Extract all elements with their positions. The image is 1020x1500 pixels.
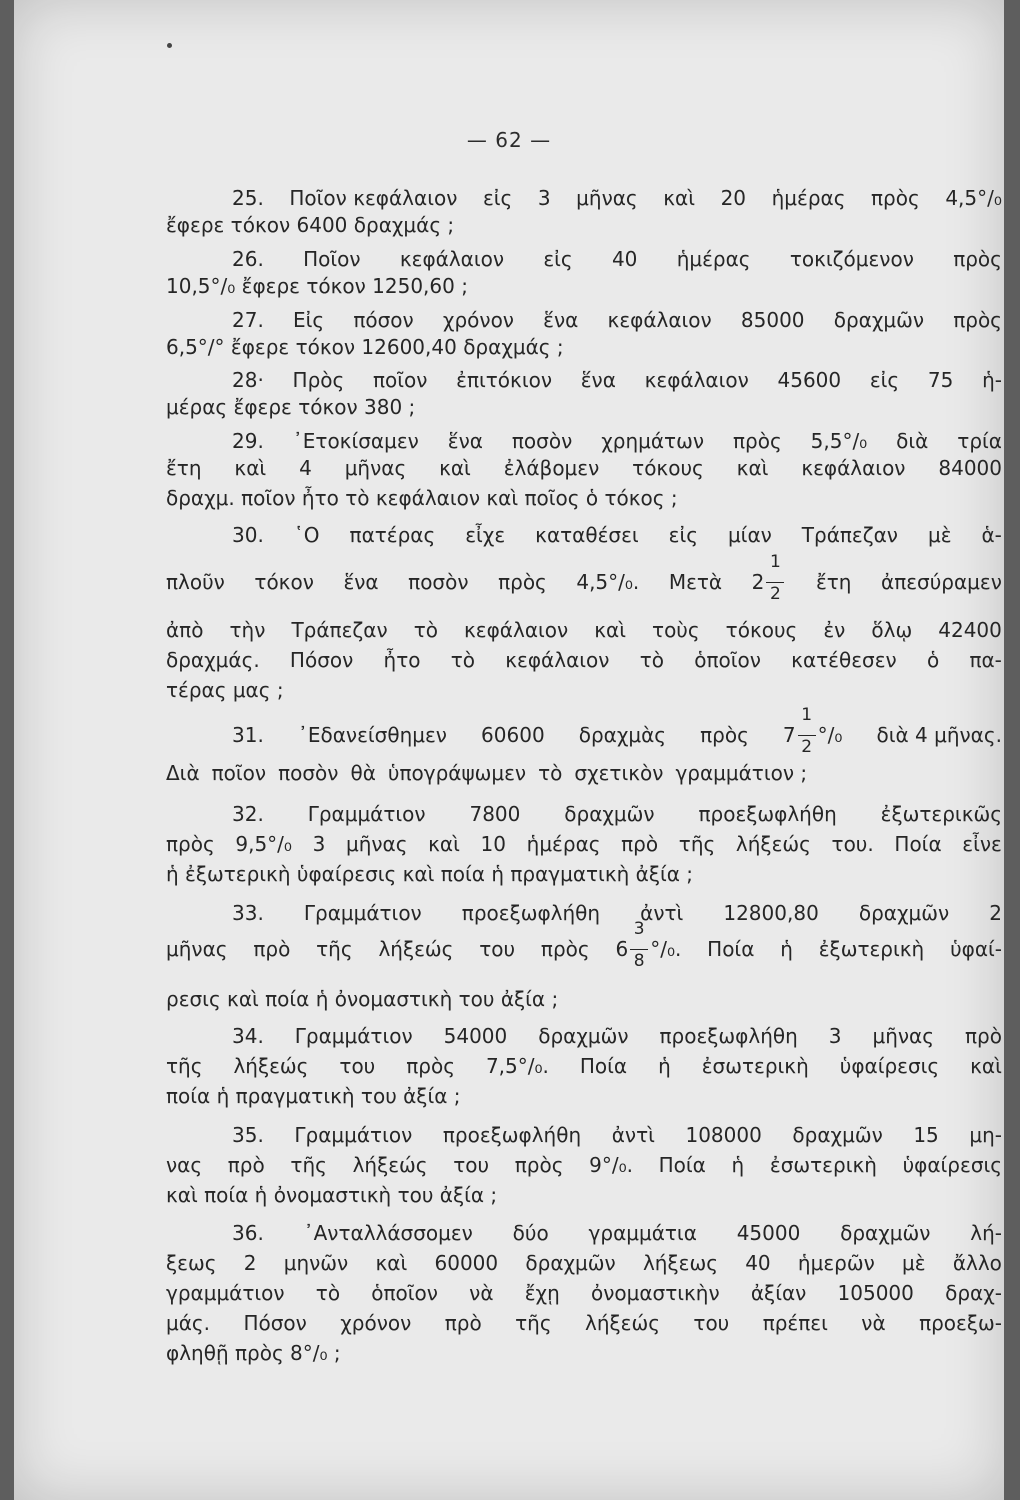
- word: Γραμμάτιον: [307, 802, 426, 826]
- word: μηνῶν: [283, 1251, 349, 1275]
- word: πρὸς: [406, 1054, 455, 1078]
- word: ἕνα: [543, 308, 579, 332]
- problem-line: [166, 483, 1002, 513]
- problem-first-line: [232, 244, 1002, 274]
- word: 10: [480, 832, 506, 856]
- word: πρὸς: [871, 186, 920, 210]
- word: μῆνας: [872, 1024, 934, 1048]
- word: εἰς: [869, 368, 900, 392]
- word: Γραμμάτιον: [294, 1123, 413, 1147]
- word: τῆς: [515, 1311, 552, 1335]
- word: τῆς: [290, 1153, 327, 1177]
- word: μὲ: [902, 1251, 926, 1275]
- word: εἶχε: [465, 523, 506, 547]
- word: ὑφαίρεσις: [902, 1153, 1002, 1177]
- word: ἕνα: [580, 368, 616, 392]
- word: θὰ: [350, 761, 376, 785]
- word: τόκον: [254, 570, 314, 594]
- word: ὑπογράψωμεν: [387, 761, 527, 785]
- word: ἀξίαν: [750, 1281, 807, 1305]
- word: καὶ: [375, 1251, 408, 1275]
- problem-line: [166, 919, 1002, 971]
- word: τὴν: [229, 618, 266, 642]
- word: εἶνε: [962, 832, 1002, 856]
- word: 10,5°/₀ ἔφερε τόκον 1250,60 ;: [166, 274, 468, 298]
- word: καὶ: [663, 186, 695, 210]
- word: 85000: [740, 308, 805, 332]
- word: τρία: [957, 429, 1002, 453]
- word: ἀπὸ: [166, 618, 204, 642]
- word: δύο: [512, 1221, 549, 1245]
- problem-line: [166, 1051, 1002, 1081]
- fraction: [766, 552, 784, 604]
- word: κεφάλαιον: [644, 368, 749, 392]
- word: τὸ: [413, 618, 438, 642]
- problem-number: 29.: [232, 429, 264, 453]
- word: ἔτη: [166, 456, 202, 480]
- word: τοκιζόμενον: [789, 247, 914, 271]
- word: ἀντὶ: [640, 901, 684, 925]
- word: δραχμῶν: [564, 802, 655, 826]
- word: πρὸς: [953, 247, 1002, 271]
- word: ὁ: [926, 648, 940, 672]
- page-number: — 62 —: [466, 128, 552, 152]
- word: ὅλῳ: [871, 618, 913, 642]
- word: του: [479, 937, 516, 961]
- word: διὰ: [896, 429, 929, 453]
- fraction: [798, 705, 816, 757]
- word: 75: [927, 368, 954, 392]
- word: ποῖον: [372, 368, 428, 392]
- fraction-numerator: 3: [633, 919, 645, 939]
- word: μη-: [969, 1123, 1002, 1147]
- word: πλοῦν: [166, 570, 225, 594]
- word: εἰς: [668, 523, 698, 547]
- word: γραμμάτιον ;: [675, 761, 808, 785]
- problem-line: [166, 1308, 1002, 1338]
- problem-line: [166, 615, 1002, 645]
- problem-line: [166, 1081, 1002, 1111]
- word: μάς.: [166, 1311, 211, 1335]
- word: 12800,80: [723, 901, 819, 925]
- word: μῆνας: [166, 937, 228, 961]
- problem-line: [166, 675, 1002, 705]
- problem-line: [166, 984, 1002, 1014]
- problem-line: [166, 552, 1002, 604]
- word: τέρας μας ;: [166, 678, 284, 702]
- word: ἀντὶ: [611, 1123, 655, 1147]
- problem-number: 35.: [232, 1123, 264, 1147]
- problem-line: [166, 1150, 1002, 1180]
- word: προεξωφλήθη: [698, 802, 837, 826]
- word: λήξεώς: [735, 832, 811, 856]
- word: 3: [312, 832, 326, 856]
- problem-first-line: [232, 705, 1002, 757]
- word: Ποία: [707, 937, 755, 961]
- word: προεξωφλήθη: [461, 901, 601, 925]
- word: πρὸς: [540, 937, 590, 961]
- fraction-whole: 6: [615, 937, 629, 961]
- word: κατέθεσεν: [791, 648, 897, 672]
- word: του.: [831, 832, 874, 856]
- word: ἐσωτερικὴ: [701, 1054, 809, 1078]
- word: 4,5°/₀.: [576, 570, 640, 594]
- word: ἡ: [780, 937, 793, 961]
- word: Διὰ: [166, 761, 200, 785]
- word: ἁ-: [981, 523, 1002, 547]
- problem-first-line: [232, 365, 1002, 395]
- word: ῾Ο: [293, 523, 320, 547]
- fraction-suffix: °/₀: [817, 723, 843, 747]
- word: προεξωφλήθη: [442, 1123, 582, 1147]
- word: μέρας ἔφερε τόκον 380 ;: [166, 395, 416, 419]
- mixed-fraction: [615, 919, 682, 971]
- word: μίαν: [727, 523, 772, 547]
- word: Ποία: [894, 832, 942, 856]
- word: δραχ-: [945, 1281, 1002, 1305]
- word: εἰς: [543, 247, 573, 271]
- fraction-suffix: °/₀.: [650, 937, 682, 961]
- word: μῆνας: [576, 186, 638, 210]
- word: ἀπεσύραμεν: [881, 570, 1002, 594]
- problem-number: 33.: [232, 901, 264, 925]
- word: 45600: [777, 368, 842, 392]
- mixed-fraction: [751, 552, 787, 604]
- word: ὑφαίρεσις: [839, 1054, 940, 1078]
- problem-number: 32.: [232, 802, 264, 826]
- word: ἡμέρας: [526, 832, 601, 856]
- word: ἡ-: [982, 368, 1002, 392]
- word: δραχμῶν: [840, 1221, 931, 1245]
- problem-line: [166, 453, 1002, 483]
- word: Πόσον: [289, 648, 354, 672]
- word: τόκους: [725, 618, 798, 642]
- word: τῆς: [678, 832, 716, 856]
- word: 4: [299, 456, 312, 480]
- word: λήξεώς: [352, 1153, 428, 1177]
- word: πρὸς: [498, 570, 547, 594]
- word: πα-: [969, 648, 1002, 672]
- word: Ποῖον: [303, 247, 361, 271]
- word: καταθέσει: [535, 523, 639, 547]
- word: νὰ: [469, 1281, 494, 1305]
- word: 60600: [481, 723, 545, 747]
- word: 42400: [938, 618, 1002, 642]
- word: ξεως: [166, 1251, 217, 1275]
- problem-first-line: [232, 520, 1002, 550]
- word: σχετικὸν: [574, 761, 664, 785]
- problem-line: [166, 1248, 1002, 1278]
- word: λήξεώς: [233, 1054, 309, 1078]
- word: καὶ: [439, 456, 471, 480]
- word: ἐν: [823, 618, 846, 642]
- word: λήξεώς: [585, 1311, 660, 1335]
- word: τῆς: [316, 937, 353, 961]
- word: 6,5°/° ἔφερε τόκον 12600,40 δραχμάς ;: [166, 335, 564, 359]
- word: 20: [720, 186, 747, 210]
- word: 54000: [443, 1024, 508, 1048]
- word: Ποία: [579, 1054, 628, 1078]
- word: Ποία: [658, 1153, 706, 1177]
- word: δραχμ. ποῖον ἦτο τὸ κεφάλαιον καὶ ποῖος ὁ τόκος ;: [166, 486, 678, 510]
- word: 5,5°/₀: [810, 429, 868, 453]
- problem-number: 25.: [232, 186, 264, 210]
- word: προεξω-: [919, 1311, 1002, 1335]
- fraction-numerator: 1: [801, 705, 813, 725]
- problem-line: [166, 1180, 1002, 1210]
- problem-first-line: [232, 898, 1002, 928]
- word: πρὸ: [621, 832, 659, 856]
- fraction-numerator: 1: [769, 552, 781, 572]
- problem-first-line: [232, 799, 1002, 829]
- word: μὲ: [927, 523, 952, 547]
- problem-line: [166, 1278, 1002, 1308]
- word: ᾿Ανταλλάσσομεν: [303, 1221, 473, 1245]
- word: χρημάτων: [601, 429, 705, 453]
- word: καὶ: [594, 618, 626, 642]
- word: ὀνομαστικὴν: [590, 1281, 720, 1305]
- word: Τράπεζαν: [801, 523, 898, 547]
- word: Εἰς: [293, 308, 325, 332]
- word: δραχμῶν: [792, 1123, 883, 1147]
- word: μῆνας: [344, 456, 407, 480]
- word: 108000: [685, 1123, 762, 1147]
- word: ἡ: [658, 1054, 671, 1078]
- word: ἐσωτερικὴ: [769, 1153, 877, 1177]
- word: ἐξωτερικῶς: [880, 802, 1002, 826]
- word: 60000: [434, 1251, 499, 1275]
- problem-line: [166, 210, 1002, 240]
- problem-first-line: [232, 183, 1002, 213]
- word: Γραμμάτιον: [303, 901, 422, 925]
- problem-first-line: [232, 305, 1002, 335]
- word: ἡμερῶν: [797, 1251, 875, 1275]
- problem-number: 30.: [232, 523, 264, 547]
- word: Ποῖον κεφάλαιον: [289, 186, 458, 210]
- problem-first-line: [232, 1021, 1002, 1051]
- word: πρὸς: [700, 723, 749, 747]
- word: 9°/₀.: [589, 1153, 633, 1177]
- word: κεφάλαιον: [399, 247, 505, 271]
- ink-speck: [167, 43, 172, 48]
- word: καὶ: [234, 456, 267, 480]
- word: τῆς: [166, 1054, 203, 1078]
- word: τοὺς: [652, 618, 700, 642]
- problem-number: 36.: [232, 1221, 264, 1245]
- word: ἡμέρας: [676, 247, 751, 271]
- word: ἡμέρας: [771, 186, 846, 210]
- word: δραχμῶν: [858, 901, 950, 925]
- word: του: [453, 1153, 490, 1177]
- problem-line: [166, 332, 1002, 362]
- word: ἕνα: [447, 429, 483, 453]
- word: 7,5°/₀.: [485, 1054, 549, 1078]
- fraction-denominator: 2: [801, 737, 813, 757]
- word: λή-: [970, 1221, 1002, 1245]
- word: μῆνας: [345, 832, 408, 856]
- word: Τράπεζαν: [291, 618, 388, 642]
- word: 84000: [938, 456, 1002, 480]
- word: 15: [913, 1123, 939, 1147]
- word: προεξωφλήθη: [659, 1024, 798, 1048]
- word: ἡ: [731, 1153, 745, 1177]
- word: ὁποῖον: [371, 1281, 438, 1305]
- fraction-denominator: 8: [633, 951, 645, 971]
- word: καὶ ποία ἡ ὀνομαστικὴ του ἀξία ;: [166, 1183, 498, 1207]
- word: τὸ: [538, 761, 563, 785]
- word: πρὸ: [227, 1153, 265, 1177]
- problem-line: [166, 829, 1002, 859]
- word: 9,5°/₀: [235, 832, 292, 856]
- word: ἦτο: [383, 648, 421, 672]
- word: δραχμῶν: [833, 308, 925, 332]
- word: διὰ 4 μῆνας.: [876, 723, 1002, 747]
- word: ἕνα: [343, 570, 379, 594]
- word: χρόνον: [340, 1311, 412, 1335]
- fraction-whole: 2: [751, 570, 765, 594]
- problem-number: 26.: [232, 247, 264, 271]
- word: εἰς: [482, 186, 513, 210]
- word: κεφάλαιον: [464, 618, 569, 642]
- problem-number: 27.: [232, 308, 264, 332]
- word: τὸ: [315, 1281, 341, 1305]
- word: 3: [537, 186, 551, 210]
- problem-first-line: [232, 1120, 1002, 1150]
- book-page: [14, 0, 1004, 1500]
- fraction: [630, 919, 648, 971]
- word: δραχμὰς: [578, 723, 667, 747]
- word: νας: [166, 1153, 203, 1177]
- word: πρέπει: [762, 1311, 828, 1335]
- word: Μετὰ: [668, 570, 723, 594]
- word: 3: [828, 1024, 842, 1048]
- word: φληθῇ πρὸς 8°/₀ ;: [166, 1341, 341, 1365]
- word: ᾿Εδανείσθημεν: [297, 723, 447, 747]
- problem-line: [166, 1338, 1002, 1368]
- word: ὑφαί-: [950, 937, 1002, 961]
- word: πρὸ: [964, 1024, 1002, 1048]
- word: τὸ: [450, 648, 476, 672]
- word: του: [339, 1054, 376, 1078]
- word: κεφάλαιον: [505, 648, 610, 672]
- word: 4,5°/₀: [945, 186, 1002, 210]
- word: 40: [611, 247, 638, 271]
- mixed-fraction: [782, 705, 843, 757]
- word: ᾿Ετοκίσαμεν: [292, 429, 419, 453]
- word: τόκους: [632, 456, 704, 480]
- word: καὶ: [428, 832, 460, 856]
- word: δραχμῶν: [538, 1024, 629, 1048]
- word: ἄλλο: [952, 1251, 1002, 1275]
- word: δραχμῶν: [525, 1251, 616, 1275]
- problem-line: [166, 271, 1002, 301]
- word: Πόσον: [243, 1311, 307, 1335]
- word: Πρὸς: [292, 368, 345, 392]
- word: ἐξωτερικὴ: [818, 937, 925, 961]
- word: 2: [243, 1251, 257, 1275]
- problem-first-line: [232, 426, 1002, 456]
- word: πρὸς: [732, 429, 782, 453]
- problem-line: [166, 758, 1002, 788]
- word: ἔχῃ: [524, 1281, 560, 1305]
- word: πρὸ: [253, 937, 291, 961]
- word: τὸ: [639, 648, 664, 672]
- word: λήξεως: [642, 1251, 718, 1275]
- word: ὁποῖον: [694, 648, 761, 672]
- problem-line: [166, 859, 1002, 889]
- word: πρὸς: [953, 308, 1002, 332]
- word: ποσὸν: [408, 570, 469, 594]
- word: πόσον: [353, 308, 414, 332]
- word: Γραμμάτιον: [294, 1024, 413, 1048]
- word: ἐπιτόκιον: [456, 368, 552, 392]
- word: ποσὸν: [278, 761, 339, 785]
- fraction-denominator: 2: [769, 584, 781, 604]
- word: πρὸς: [514, 1153, 564, 1177]
- word: νὰ: [861, 1311, 886, 1335]
- problem-line: [166, 392, 1002, 422]
- word: ποία ἡ πραγματικὴ του ἀξία ;: [166, 1084, 461, 1108]
- word: καὶ: [736, 456, 769, 480]
- word: 105000: [837, 1281, 914, 1305]
- word: ποσὸν: [511, 429, 573, 453]
- word: χρόνον: [442, 308, 514, 332]
- problem-line: [166, 645, 1002, 675]
- word: του: [693, 1311, 730, 1335]
- word: ἡ ἐξωτερικὴ ὑφαίρεσις καὶ ποία ἡ πραγματικὴ ἀξία ;: [166, 862, 694, 886]
- problem-number: 28·: [232, 368, 264, 392]
- word: ποῖον: [211, 761, 267, 785]
- word: πρὸ: [444, 1311, 482, 1335]
- fraction-whole: 7: [782, 723, 796, 747]
- word: κεφάλαιον: [607, 308, 712, 332]
- word: ἔφερε τόκον 6400 δραχμάς ;: [166, 213, 455, 237]
- word: γραμμάτιον: [166, 1281, 285, 1305]
- word: γραμμάτια: [588, 1221, 697, 1245]
- word: 45000: [736, 1221, 801, 1245]
- problem-first-line: [232, 1218, 1002, 1248]
- word: πρὸς: [166, 832, 215, 856]
- problem-number: 31.: [232, 723, 264, 747]
- word: ἐλάβομεν: [503, 456, 600, 480]
- word: 2: [989, 901, 1002, 925]
- word: δραχμάς.: [166, 648, 260, 672]
- word: 7800: [469, 802, 521, 826]
- word: καὶ: [970, 1054, 1002, 1078]
- word: 40: [745, 1251, 771, 1275]
- word: ρεσις καὶ ποία ἡ ὀνομαστικὴ του ἀξία ;: [166, 987, 559, 1011]
- word: πατέρας: [349, 523, 436, 547]
- problem-number: 34.: [232, 1024, 264, 1048]
- word: λήξεώς: [378, 937, 454, 961]
- word: ἔτη: [815, 570, 852, 594]
- word: κεφάλαιον: [801, 456, 906, 480]
